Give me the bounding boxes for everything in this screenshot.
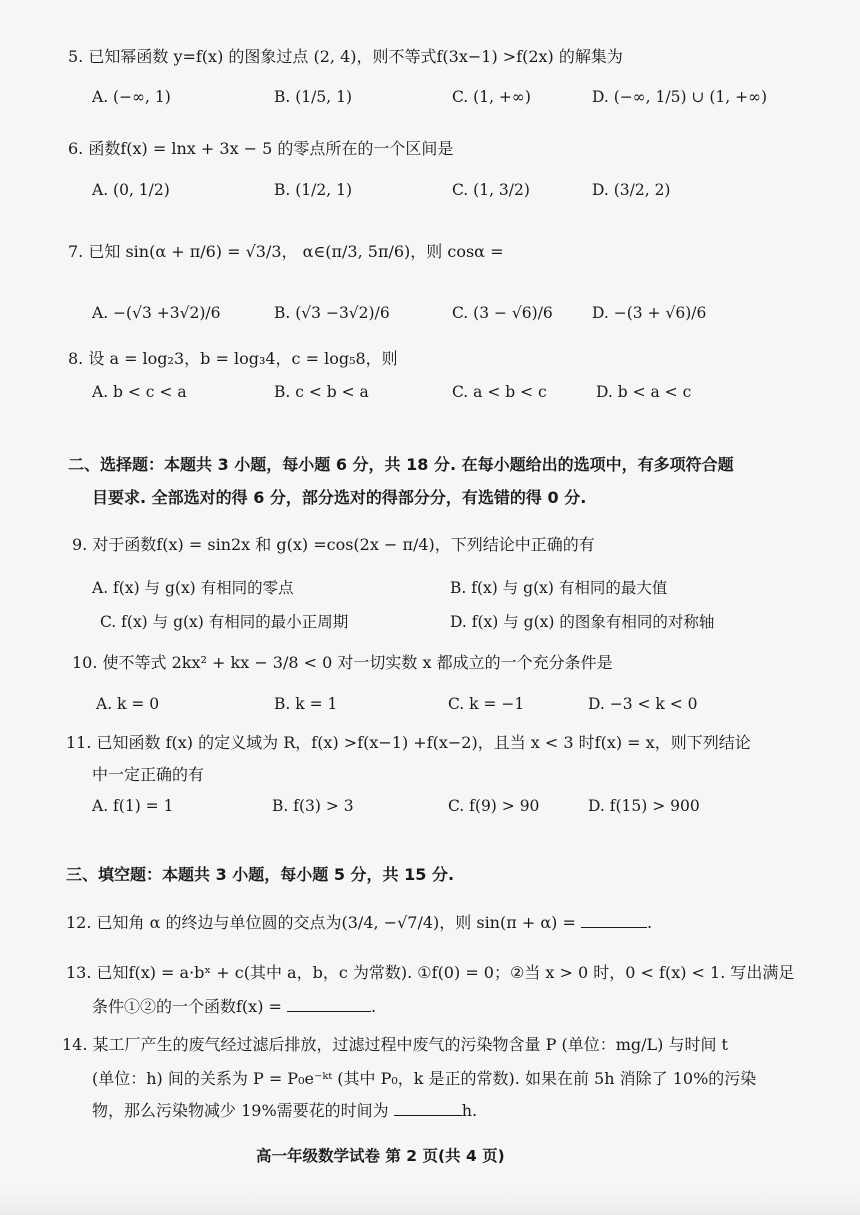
scan-edge-shading — [0, 1189, 860, 1215]
q9-option-a: A. f(x) 与 g(x) 有相同的零点 — [92, 579, 294, 597]
q13-stem-continued — [92, 994, 376, 1017]
q11-option-c: C. f(9) > 90 — [448, 797, 540, 815]
q10-option-a: A. k = 0 — [96, 695, 160, 713]
q13-stem: 13. 已知f(x) = a·bˣ + c(其中 a，b，c 为常数). ①f(0) = 0；②当 x > 0 时，0 < f(x) < 1. 写出满足 — [66, 963, 795, 982]
q11-option-a: A. f(1) = 1 — [92, 797, 174, 815]
section-3-heading: 三、填空题：本题共 3 小题，每小题 5 分，共 15 分. — [66, 865, 455, 884]
q9-option-b: B. f(x) 与 g(x) 有相同的最大值 — [450, 579, 668, 597]
q10-option-c: C. k = −1 — [448, 695, 525, 713]
q13-text: 条件①②的一个函数f(x) = — [92, 997, 282, 1016]
q12-stem — [66, 910, 652, 933]
section-2-instructions: 目要求. 全部选对的得 6 分，部分选对的得部分分，有选错的得 0 分. — [92, 488, 587, 507]
q11-stem-continued: 中一定正确的有 — [92, 765, 205, 784]
q7-option-d: D. −(3 + √6)/6 — [592, 304, 707, 322]
q6-stem: 6. 函数f(x) = lnx + 3x − 5 的零点所在的一个区间是 — [68, 139, 454, 158]
q8-option-d: D. b < a < c — [596, 383, 692, 401]
q10-option-d: D. −3 < k < 0 — [588, 695, 698, 713]
q14-stem-line2: (单位：h) 间的关系为 P = P₀e⁻ᵏᵗ (其中 P₀，k 是正的常数). 如果在前 5h 消除了 10%的污染 — [92, 1069, 757, 1088]
q14-text-end: h. — [461, 1101, 478, 1120]
page-footer: 高一年级数学试卷 第 2 页(共 4 页) — [256, 1147, 505, 1165]
q13-text-end: . — [371, 997, 377, 1016]
q6-option-a: A. (0, 1/2) — [92, 181, 170, 199]
q8-option-c: C. a < b < c — [452, 383, 547, 401]
q11-option-d: D. f(15) > 900 — [588, 797, 700, 815]
q14-answer-blank[interactable] — [394, 1101, 462, 1116]
q5-option-a: A. (−∞, 1) — [92, 88, 171, 106]
q6-option-c: C. (1, 3/2) — [452, 181, 530, 199]
q5-option-d: D. (−∞, 1/5) ∪ (1, +∞) — [592, 88, 768, 106]
q10-option-b: B. k = 1 — [274, 695, 338, 713]
q8-option-b: B. c < b < a — [274, 383, 369, 401]
q6-option-b: B. (1/2, 1) — [274, 181, 352, 199]
q8-stem: 8. 设 a = log₂3，b = log₃4，c = log₅8，则 — [68, 349, 398, 368]
q7-option-a: A. −(√3 +3√2)/6 — [92, 304, 221, 322]
q9-option-c: C. f(x) 与 g(x) 有相同的最小正周期 — [100, 613, 349, 631]
q13-answer-blank[interactable] — [287, 997, 371, 1012]
q7-option-b: B. (√3 −3√2)/6 — [274, 304, 390, 322]
q5-stem: 5. 已知幂函数 y=f(x) 的图象过点 (2, 4)，则不等式f(3x−1) >f(2x) 的解集为 — [68, 47, 623, 66]
q14-text: 物，那么污染物减少 19%需要花的时间为 — [92, 1101, 389, 1120]
q12-text: 12. 已知角 α 的终边与单位圆的交点为(3/4, −√7/4)，则 sin(π + α) = — [66, 913, 576, 932]
q11-stem: 11. 已知函数 f(x) 的定义域为 R，f(x) >f(x−1) +f(x−2)，且当 x < 3 时f(x) = x，则下列结论 — [66, 733, 751, 752]
q10-stem: 10. 使不等式 2kx² + kx − 3/8 < 0 对一切实数 x 都成立的一个充分条件是 — [72, 653, 613, 672]
q5-option-b: B. (1/5, 1) — [274, 88, 352, 106]
q14-stem: 14. 某工厂产生的废气经过滤后排放，过滤过程中废气的污染物含量 P (单位：mg/L) 与时间 t — [62, 1035, 728, 1054]
q6-option-d: D. (3/2, 2) — [592, 181, 671, 199]
q9-option-d: D. f(x) 与 g(x) 的图象有相同的对称轴 — [450, 613, 715, 631]
q11-option-b: B. f(3) > 3 — [272, 797, 354, 815]
q14-stem-line3 — [92, 1098, 477, 1121]
section-2-heading: 二、选择题：本题共 3 小题，每小题 6 分，共 18 分. 在每小题给出的选项中，有多项符合题 — [68, 455, 734, 474]
q12-text-end: . — [646, 913, 653, 932]
q7-option-c: C. (3 − √6)/6 — [452, 304, 553, 322]
q8-option-a: A. b < c < a — [92, 383, 187, 401]
q5-option-c: C. (1, +∞) — [452, 88, 531, 106]
q7-stem: 7. 已知 sin(α + π/6) = √3/3， α∈(π/3, 5π/6)，则 cosα = — [68, 242, 504, 261]
q12-answer-blank[interactable] — [581, 913, 647, 928]
q9-stem: 9. 对于函数f(x) = sin2x 和 g(x) =cos(2x − π/4)，下列结论中正确的有 — [72, 535, 595, 554]
